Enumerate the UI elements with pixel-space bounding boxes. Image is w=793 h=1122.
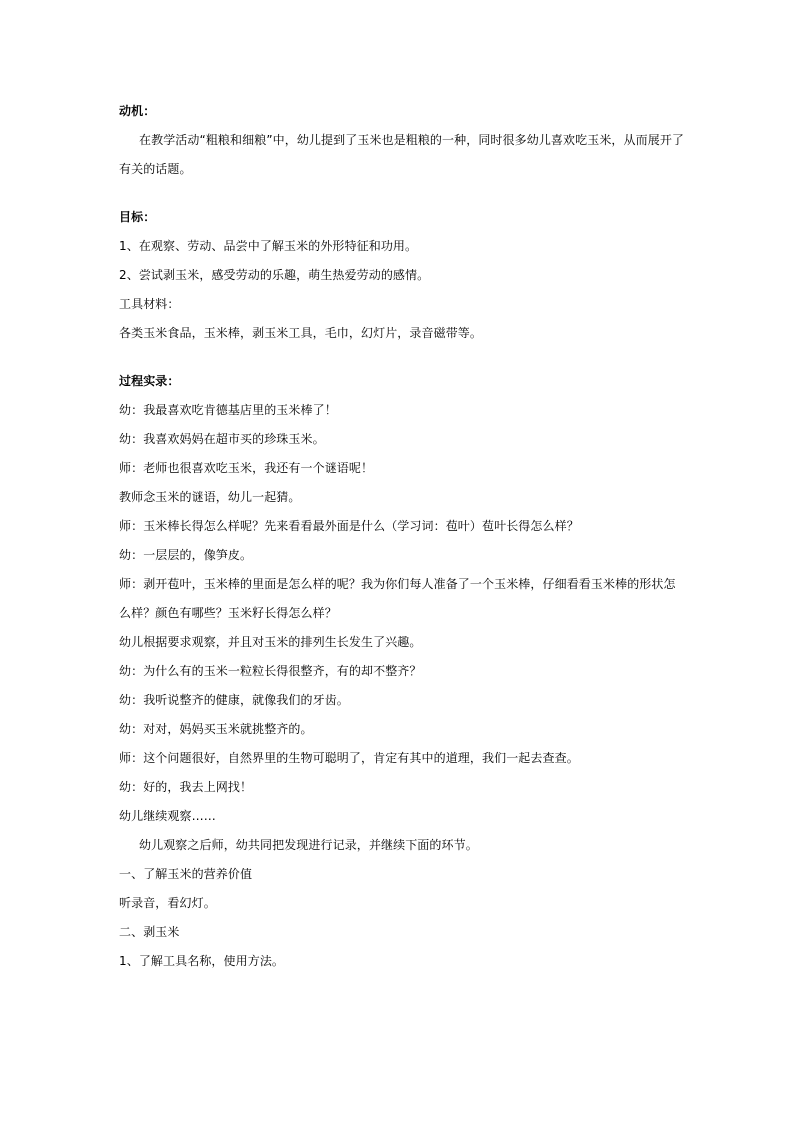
dialogue-line: 幼：我听说整齐的健康，就像我们的牙齿。 — [119, 693, 349, 707]
goal-item: 2、尝试剥玉米，感受劳动的乐趣，萌生热爱劳动的感情。 — [119, 268, 430, 282]
dialogue-line: 师：玉米棒长得怎么样呢？先来看看最外面是什么（学习词：苞叶）苞叶长得怎么样？ — [119, 519, 579, 533]
dialogue-line: 幼：一层层的，像笋皮。 — [119, 548, 253, 562]
materials-list: 各类玉米食品，玉米棒，剥玉米工具，毛巾，幻灯片，录音磁带等。 — [119, 326, 483, 340]
section-item: 1、了解工具名称，使用方法。 — [119, 954, 285, 968]
goals-heading: 目标： — [119, 210, 156, 224]
process-heading: 过程实录： — [119, 374, 180, 388]
section-heading: 二、剥玉米 — [119, 925, 180, 939]
dialogue-line: 幼儿继续观察…… — [119, 809, 216, 823]
dialogue-line: 师：这个问题很好，自然界里的生物可聪明了，肯定有其中的道理，我们一起去查查。 — [119, 751, 579, 765]
dialogue-line: 幼：好的，我去上网找！ — [119, 780, 253, 794]
dialogue-line: 幼：对对，妈妈买玉米就挑整齐的。 — [119, 722, 313, 736]
dialogue-line: 幼：为什么有的玉米一粒粒长得很整齐，有的却不整齐？ — [119, 664, 422, 678]
motivation-heading: 动机： — [119, 104, 156, 118]
section-heading: 一、了解玉米的营养价值 — [119, 867, 253, 881]
dialogue-line: 幼：我喜欢妈妈在超市买的珍珠玉米。 — [119, 432, 325, 446]
dialogue-line: 么样？颜色有哪些？玉米籽长得怎么样？ — [119, 606, 337, 620]
observation-summary: 幼儿观察之后师，幼共同把发现进行记录，并继续下面的环节。 — [139, 838, 478, 852]
dialogue-line: 幼儿根据要求观察，并且对玉米的排列生长发生了兴趣。 — [119, 635, 422, 649]
section-text: 听录音，看幻灯。 — [119, 896, 216, 910]
dialogue-line: 师：老师也很喜欢吃玉米，我还有一个谜语呢！ — [119, 461, 374, 475]
motivation-paragraph-line: 在教学活动“粗粮和细粮”中，幼儿提到了玉米也是粗粮的一种，同时很多幼儿喜欢吃玉米，从而展开了 — [139, 133, 685, 147]
materials-label: 工具材料： — [119, 297, 180, 311]
goal-item: 1、在观察、劳动、品尝中了解玉米的外形特征和功用。 — [119, 239, 418, 253]
dialogue-line: 师：剥开苞叶，玉米棒的里面是怎么样的呢？我为你们每人准备了一个玉米棒，仔细看看玉米棒的形状怎 — [119, 577, 676, 591]
dialogue-line: 教师念玉米的谜语，幼儿一起猜。 — [119, 490, 301, 504]
motivation-paragraph-line: 有关的话题。 — [119, 162, 192, 176]
dialogue-line: 幼：我最喜欢吃肯德基店里的玉米棒了！ — [119, 403, 337, 417]
